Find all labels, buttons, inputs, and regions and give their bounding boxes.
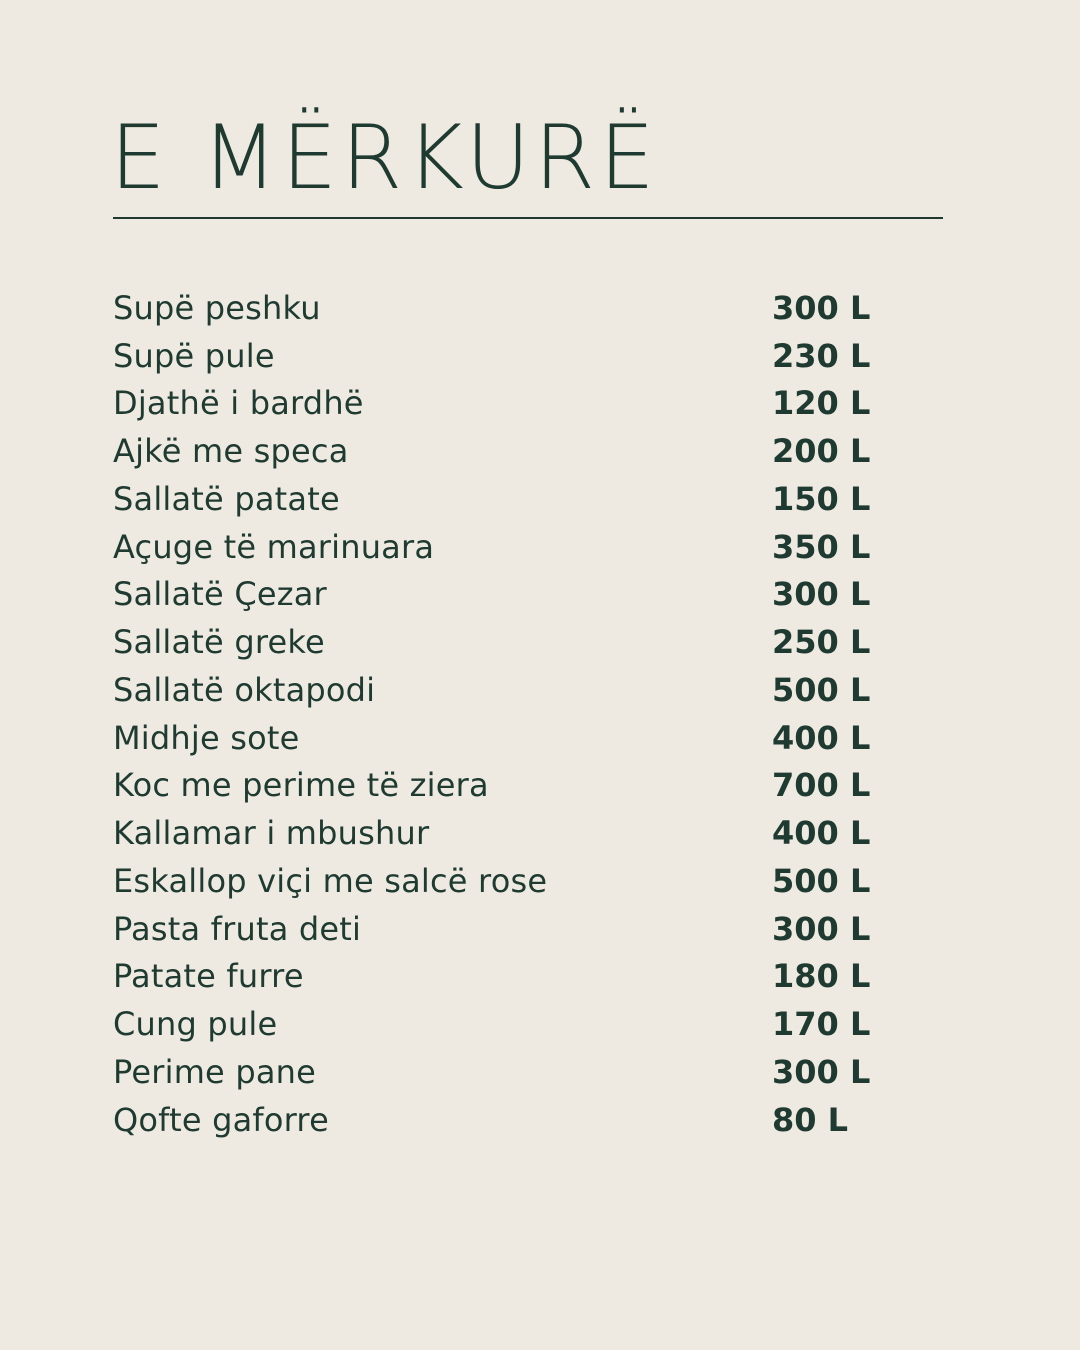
menu-item-price: 250 L bbox=[772, 623, 871, 662]
menu-item bbox=[113, 953, 943, 1001]
menu-item-price: 300 L bbox=[772, 575, 871, 614]
menu-item-price: 80 L bbox=[772, 1100, 849, 1139]
menu-item bbox=[113, 427, 943, 475]
menu-item bbox=[113, 857, 943, 905]
menu-item-name: Sallatë patate bbox=[113, 479, 340, 518]
menu-item bbox=[113, 523, 943, 571]
menu-item bbox=[113, 905, 943, 953]
menu-item-name: Patate furre bbox=[113, 957, 304, 996]
menu-item bbox=[113, 762, 943, 810]
menu-item-price: 300 L bbox=[772, 909, 871, 948]
menu-item bbox=[113, 1096, 943, 1144]
menu-item-name: Qofte gaforre bbox=[113, 1100, 329, 1139]
menu-item-name: Eskallop viçi me salcë rose bbox=[113, 861, 548, 900]
menu-item bbox=[113, 1000, 943, 1048]
menu-item-price: 180 L bbox=[772, 957, 871, 996]
menu-item-price: 400 L bbox=[772, 718, 871, 757]
menu-item-name: Pasta fruta deti bbox=[113, 909, 362, 948]
menu-item bbox=[113, 714, 943, 762]
menu-item-name: Perime pane bbox=[113, 1052, 317, 1091]
menu-item-price: 200 L bbox=[772, 432, 871, 471]
menu-item-price: 150 L bbox=[772, 479, 871, 518]
menu-item bbox=[113, 284, 943, 332]
menu-item-name: Midhje sote bbox=[113, 718, 300, 757]
menu-item-name: Supë peshku bbox=[113, 288, 321, 327]
title-divider bbox=[113, 217, 943, 219]
menu-list bbox=[113, 284, 943, 1144]
menu-item-name: Supë pule bbox=[113, 336, 275, 375]
menu-item bbox=[113, 809, 943, 857]
menu-item-price: 230 L bbox=[772, 336, 871, 375]
menu-item bbox=[113, 475, 943, 523]
menu-item-price: 500 L bbox=[772, 670, 871, 709]
menu-item bbox=[113, 380, 943, 428]
menu-item-name: Sallatë Çezar bbox=[113, 575, 327, 614]
menu-item-name: Açuge të marinuara bbox=[113, 527, 435, 566]
menu-item-name: Sallatë greke bbox=[113, 623, 325, 662]
menu-item bbox=[113, 571, 943, 619]
menu-item bbox=[113, 666, 943, 714]
menu-item-price: 300 L bbox=[772, 1052, 871, 1091]
menu-item bbox=[113, 1048, 943, 1096]
menu-item bbox=[113, 332, 943, 380]
menu-item-name: Djathë i bardhë bbox=[113, 384, 364, 423]
menu-item bbox=[113, 618, 943, 666]
menu-item-price: 400 L bbox=[772, 814, 871, 853]
menu-item-name: Sallatë oktapodi bbox=[113, 670, 376, 709]
menu-item-price: 350 L bbox=[772, 527, 871, 566]
menu-item-price: 700 L bbox=[772, 766, 871, 805]
menu-item-price: 500 L bbox=[772, 861, 871, 900]
menu-item-price: 300 L bbox=[772, 288, 871, 327]
menu-item-name: Kallamar i mbushur bbox=[113, 814, 430, 853]
page-title: E MËRKURË bbox=[110, 106, 659, 209]
menu-item-price: 170 L bbox=[772, 1005, 871, 1044]
menu-item-name: Cung pule bbox=[113, 1005, 278, 1044]
menu-item-price: 120 L bbox=[772, 384, 871, 423]
menu-item-name: Koc me perime të ziera bbox=[113, 766, 489, 805]
menu-item-name: Ajkë me speca bbox=[113, 432, 349, 471]
